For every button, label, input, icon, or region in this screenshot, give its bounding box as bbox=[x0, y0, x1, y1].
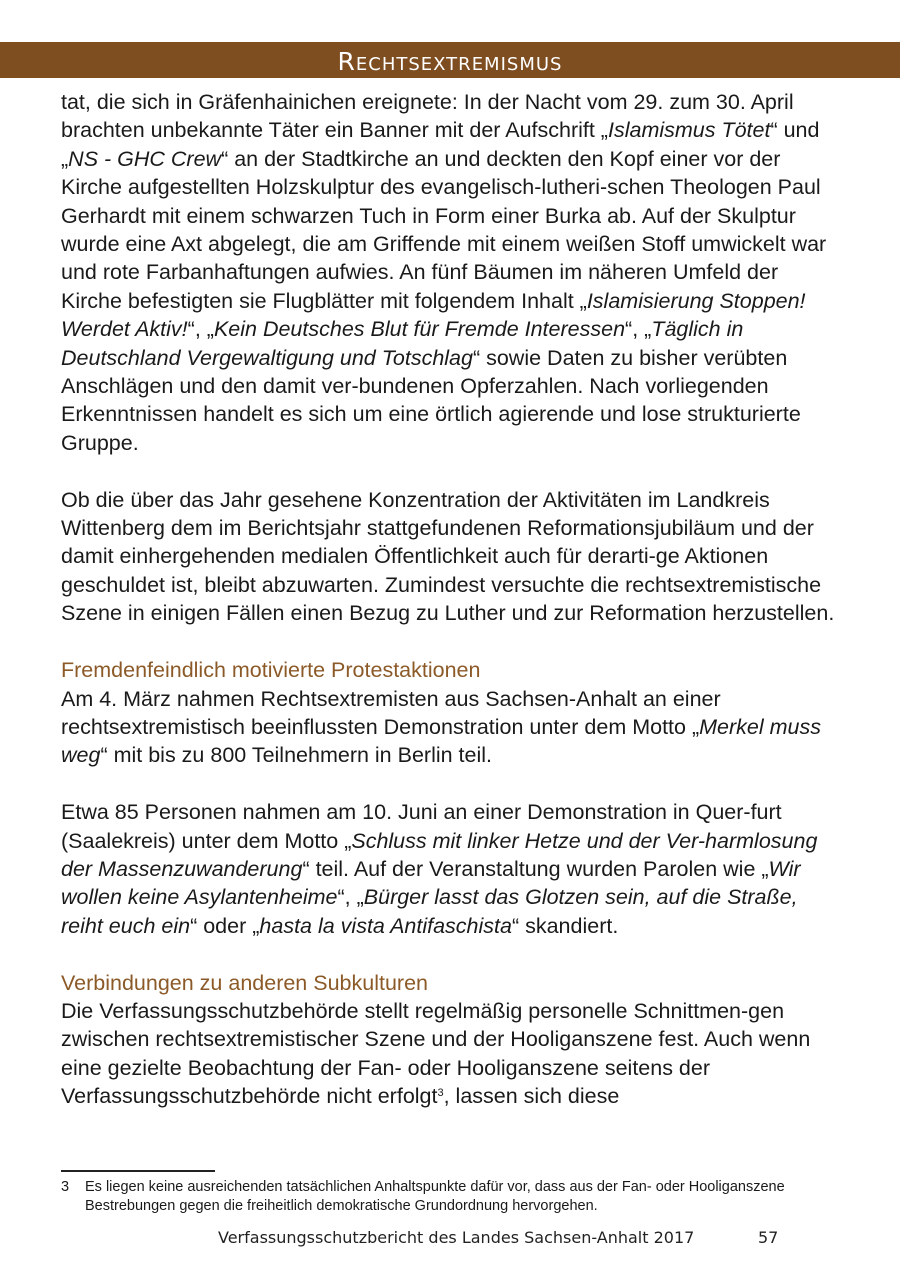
main-text bbox=[61, 88, 843, 1111]
paragraph-spacer bbox=[61, 940, 843, 968]
paragraph-graefenhainichen: tat, die sich in Gräfenhainichen ereignete: In der Nacht vom 29. zum 30. April brachten unbekannte Täter ein Banner mit der Aufschrift „Islamismus Tötet“ und „NS - GHC Crew“ an der Stadtkirche an und deckten den Kopf einer vor der Kirche aufgestellten Holzskulptur des evangelisch-lutheri-schen Theologen Paul Gerhardt mit einem schwarzen Tuch in Form einer Burka ab. Auf der Skulptur wurde eine Axt abgelegt, die am Griffende mit einem weißen Stoff umwickelt war und rote Farbanhaftungen aufwies. An fünf Bäumen im näheren Umfeld der Kirche befestigten sie Flugblätter mit folgendem Inhalt „Islamisierung Stoppen! Werdet Aktiv!“, „Kein Deutsches Blut für Fremde Interessen“, „Täglich in Deutschland Vergewaltigung und Totschlag“ sowie Daten zu bisher verübten Anschlägen und den damit ver-bundenen Opferzahlen. Nach vorliegenden Erkenntnissen handelt es sich um eine örtlich agierende und lose strukturierte Gruppe. bbox=[61, 90, 827, 455]
paragraph-querfurt-demo: Etwa 85 Personen nahmen am 10. Juni an einer Demonstration in Quer-furt (Saalekreis) unter dem Motto „Schluss mit linker Hetze und der Ver-harmlosung der Massenzuwanderung“ teil. Auf der Veranstaltung wurden Parolen wie „Wir wollen keine Asylantenheime“, „Bürger lasst das Glotzen sein, auf die Straße, reiht euch ein“ oder „hasta la vista Antifaschista“ skandiert. bbox=[61, 800, 818, 938]
footnote bbox=[61, 1178, 851, 1216]
paragraph-hooligans: Die Verfassungsschutzbehörde stellt regelmäßig personelle Schnittmen-gen zwischen rechtsextremistischer Szene und der Hooliganszene fest. Auch wenn eine gezielte Beobachtung der Fan- oder Hooliganszene seitens der Verfassungsschutzbehörde nicht erfolgt$^3$, lassen sich diese bbox=[61, 998, 811, 1109]
footnote-text: Es liegen keine ausreichenden tatsächlichen Anhaltspunkte dafür vor, dass aus der Fan- oder Hooliganszene Bestrebungen gegen die freiheitlich demokratische Grundordnung hervorgehen. bbox=[85, 1179, 785, 1214]
page-number: 57 bbox=[758, 1228, 779, 1247]
section-heading-protestaktionen: Fremdenfeindlich motivierte Protestaktionen bbox=[61, 658, 481, 683]
paragraph-spacer bbox=[61, 628, 843, 656]
footer-title: Verfassungsschutzbericht des Landes Sachsen-Anhalt 2017 bbox=[218, 1228, 695, 1247]
footnote-separator bbox=[61, 1170, 215, 1172]
paragraph-spacer bbox=[61, 457, 843, 485]
paragraph-reformation: Ob die über das Jahr gesehene Konzentration der Aktivitäten im Landkreis Wittenberg dem im Berichtsjahr stattgefundenen Reformationsjubiläum und der damit einhergehenden medialen Öffentlichkeit auch für derarti-ge Aktionen geschuldet ist, bleibt abzuwarten. Zumindest versuchte die rechtsextremistische Szene in einigen Fällen einen Bezug zu Luther und zur Reformation herzustellen. bbox=[61, 487, 835, 626]
chapter-title: Rechtsextremismus bbox=[337, 46, 563, 76]
section-heading-subkulturen: Verbindungen zu anderen Subkulturen bbox=[61, 970, 428, 995]
footnote-reference[interactable]: 3 bbox=[437, 1087, 444, 1100]
footnote-number: 3 bbox=[61, 1179, 70, 1195]
chapter-header-bar bbox=[0, 42, 900, 78]
paragraph-berlin-demo: Am 4. März nahmen Rechtsextremisten aus Sachsen-Anhalt an einer rechtsextremistisch beeinflussten Demonstration unter dem Motto „Merkel muss weg“ mit bis zu 800 Teilnehmern in Berlin teil. bbox=[61, 686, 821, 768]
paragraph-spacer bbox=[61, 770, 843, 798]
